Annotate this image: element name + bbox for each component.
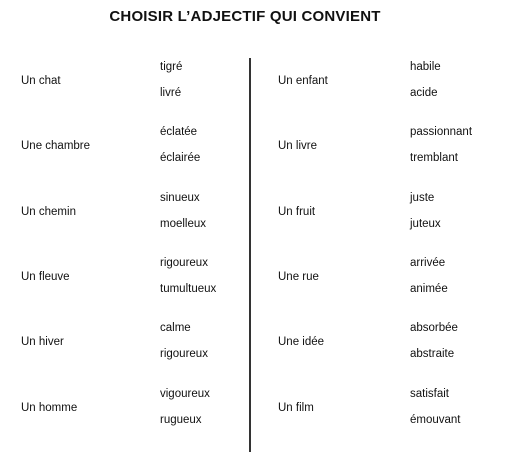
noun-label: Un chemin [21,206,76,218]
adjective-option: passionnant [410,126,473,138]
adjective-option: éclairée [160,152,201,164]
noun-label: Une chambre [21,140,91,152]
adjective-option: rigoureux [160,348,208,360]
adjective-option: absorbée [410,322,458,334]
adjective-option: juste [410,192,435,204]
adjective-option: moelleux [160,218,207,230]
adjective-option: juteux [410,218,441,230]
adjective-option: sinueux [160,192,200,204]
noun-label: Un fruit [278,206,316,218]
adjective-option: tigré [160,61,183,73]
adjective-option: rigoureux [160,257,208,269]
page-title: CHOISIR L’ADJECTIF QUI CONVIENT [109,8,381,25]
adjective-option: rugueux [160,414,202,426]
adjective-option: acide [410,87,438,99]
noun-label: Un enfant [278,75,328,87]
adjective-option: éclatée [160,126,198,138]
noun-label: Un fleuve [21,271,70,283]
adjective-option: tremblant [410,152,458,164]
noun-label: Une idée [278,336,325,348]
column-divider [249,58,251,452]
noun-label: Une rue [278,271,319,283]
adjective-option: satisfait [410,388,449,400]
noun-label: Un livre [278,140,317,152]
adjective-option: calme [160,322,191,334]
noun-label: Un hiver [21,336,64,348]
noun-label: Un film [278,402,314,414]
adjective-option: arrivée [410,257,446,269]
adjective-option: habile [410,61,441,73]
adjective-option: abstraite [410,348,455,360]
adjective-option: tumultueux [160,283,217,295]
adjective-option: vigoureux [160,388,210,400]
adjective-option: livré [160,87,182,99]
noun-label: Un homme [21,402,78,414]
adjective-option: animée [410,283,448,295]
noun-label: Un chat [21,75,61,87]
adjective-option: émouvant [410,414,461,426]
